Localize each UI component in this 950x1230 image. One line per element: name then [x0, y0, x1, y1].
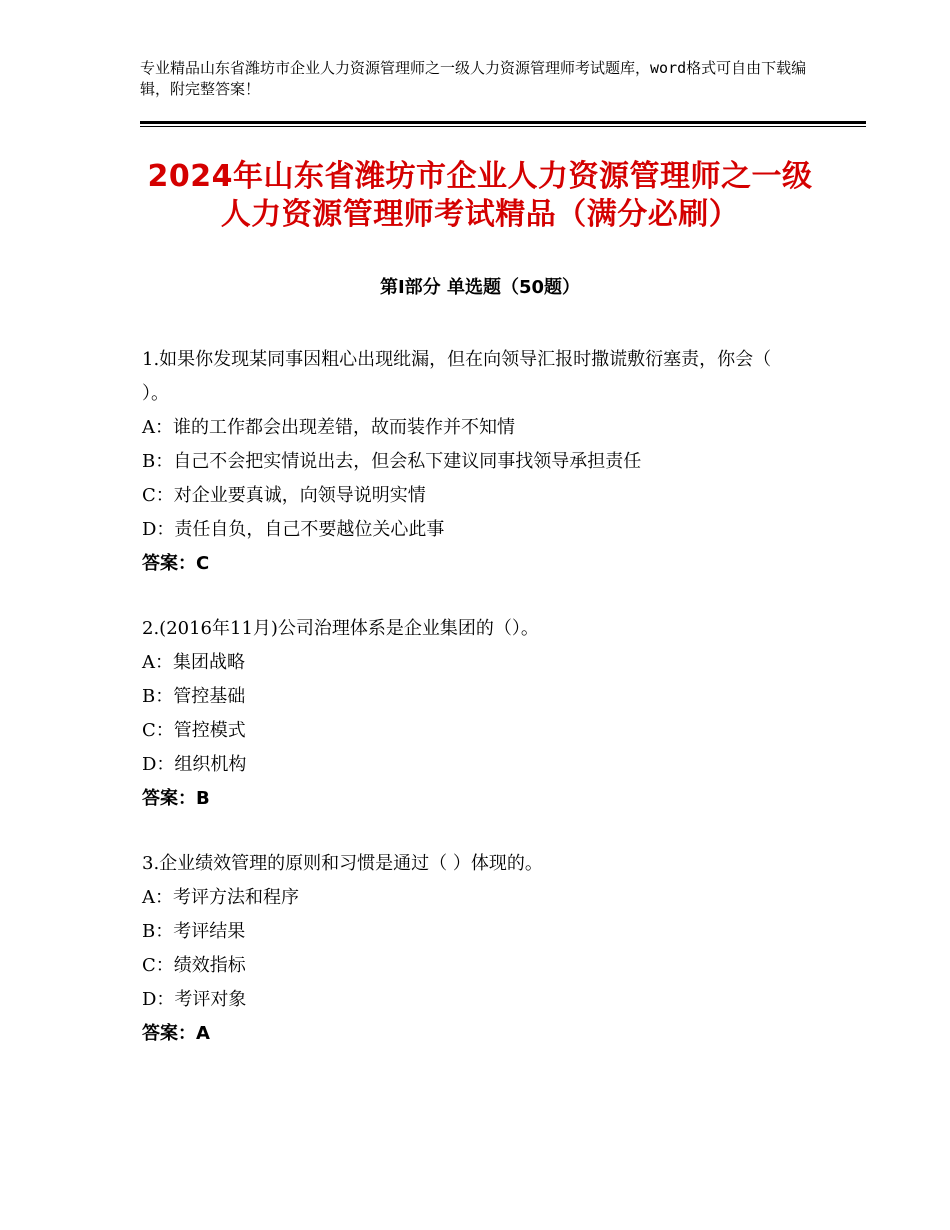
question-stem: 3.企业绩效管理的原则和习惯是通过（ ）体现的。	[142, 853, 543, 874]
option-d: D：组织机构	[142, 754, 247, 775]
option-b: B：管控基础	[142, 686, 246, 707]
option-d: D：考评对象	[142, 989, 247, 1010]
question-2	[142, 612, 822, 816]
answer: 答案：C	[142, 553, 210, 574]
option-d: D：责任自负，自己不要越位关心此事	[142, 519, 445, 540]
question-3	[142, 847, 822, 1051]
option-c: C：管控模式	[142, 720, 246, 741]
header-rule-thick	[140, 121, 866, 124]
document-title: 2024年山东省潍坊市企业人力资源管理师之一级人力资源管理师考试精品（满分必刷）	[147, 159, 813, 232]
option-c: C：对企业要真诚，向领导说明实情	[142, 485, 426, 506]
section-heading: 第Ⅰ部分 单选题（50题）	[379, 277, 580, 298]
option-b: B：自己不会把实情说出去，但会私下建议同事找领导承担责任	[142, 451, 642, 472]
option-a: A：谁的工作都会出现差错，故而装作并不知情	[142, 417, 515, 438]
question-stem: 1.如果你发现某同事因粗心出现纰漏，但在向领导汇报时撒谎敷衍塞责，你会（ ）。	[142, 349, 772, 404]
answer: 答案：A	[142, 1023, 210, 1044]
answer: 答案：B	[142, 788, 210, 809]
option-c: C：绩效指标	[142, 955, 246, 976]
header-note: 专业精品山东省潍坊市企业人力资源管理师之一级人力资源管理师考试题库，word格式可自由下载编辑，附完整答案！	[140, 59, 807, 98]
question-stem: 2.(2016年11月)公司治理体系是企业集团的（）。	[142, 618, 539, 639]
option-a: A：集团战略	[142, 652, 245, 673]
option-b: B：考评结果	[142, 921, 246, 942]
question-list	[142, 343, 822, 1082]
option-a: A：考评方法和程序	[142, 887, 299, 908]
header-rule-thin	[140, 126, 866, 127]
question-1	[142, 343, 822, 581]
